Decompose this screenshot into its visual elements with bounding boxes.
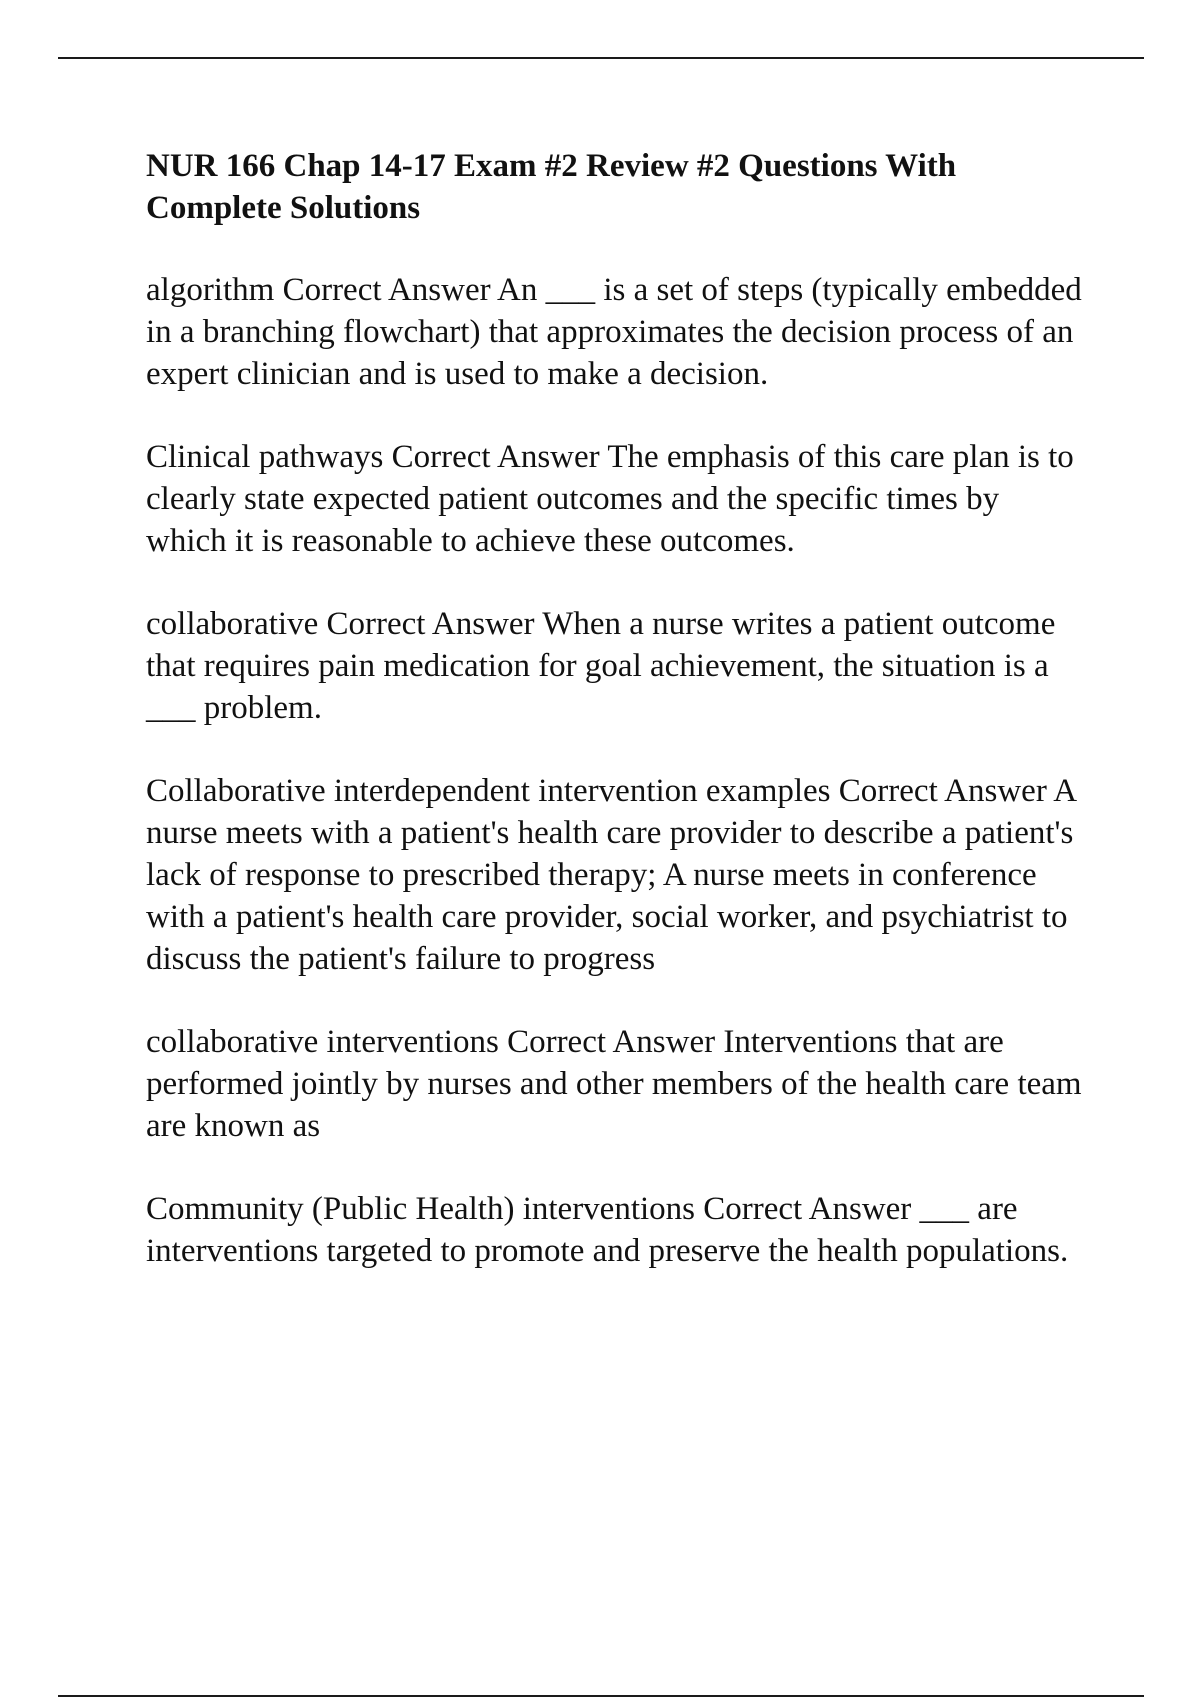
spacer	[146, 395, 1086, 436]
spacer	[146, 229, 1086, 269]
qa-entry	[146, 1188, 1086, 1272]
entry-answer-label: Correct Answer	[838, 773, 1047, 809]
qa-entry	[146, 436, 1086, 562]
spacer	[146, 562, 1086, 603]
entry-answer-label: Correct Answer	[282, 272, 491, 308]
bottom-divider	[58, 1695, 1144, 1697]
qa-entry	[146, 269, 1090, 395]
entry-definition: When a nurse writes a patient outcome that requires pain medication for goal achievement, the situation is a ___ problem.	[146, 606, 1064, 726]
entry-term: collaborative interventions	[146, 1024, 499, 1060]
entry-definition: A nurse meets with a patient's health care provider to describe a patient's lack of response to prescribed therapy; A nurse meets in conference with a patient's health care provider, social worker, and psychiatrist to discuss the patient's failure to progress	[146, 773, 1084, 977]
entry-definition: The emphasis of this care plan is to clearly state expected patient outcomes and the specific times by which it is reasonable to achieve these outcomes.	[146, 439, 1083, 559]
entry-term: Collaborative interdependent intervention examples	[146, 773, 831, 809]
qa-entry	[146, 1021, 1090, 1147]
entry-term: algorithm	[146, 272, 275, 308]
entry-answer-label: Correct Answer	[391, 439, 600, 475]
entry-answer-label: Correct Answer	[507, 1024, 716, 1060]
entry-term: Community (Public Health) interventions	[146, 1191, 696, 1227]
entry-term: collaborative	[146, 606, 319, 642]
entry-term: Clinical pathways	[146, 439, 384, 475]
entry-answer-label: Correct Answer	[326, 606, 535, 642]
spacer	[146, 1147, 1086, 1188]
entry-answer-label: Correct Answer	[703, 1191, 912, 1227]
document-title: NUR 166 Chap 14-17 Exam #2 Review #2 Questions With Complete Solutions	[146, 148, 957, 226]
top-divider	[58, 57, 1144, 59]
spacer	[146, 980, 1086, 1021]
document-body	[146, 145, 1090, 1272]
entry-definition: ___ are interventions targeted to promote and preserve the health populations.	[146, 1191, 1069, 1269]
entry-definition: Interventions that are performed jointly by nurses and other members of the health care team are known as	[146, 1024, 1090, 1144]
qa-entry	[146, 770, 1086, 980]
qa-entry	[146, 603, 1086, 729]
spacer	[146, 729, 1086, 770]
entry-definition: An ___ is a set of steps (typically embedded in a branching flowchart) that approximates the decision process of an expert clinician and is used to make a decision.	[146, 272, 1090, 392]
